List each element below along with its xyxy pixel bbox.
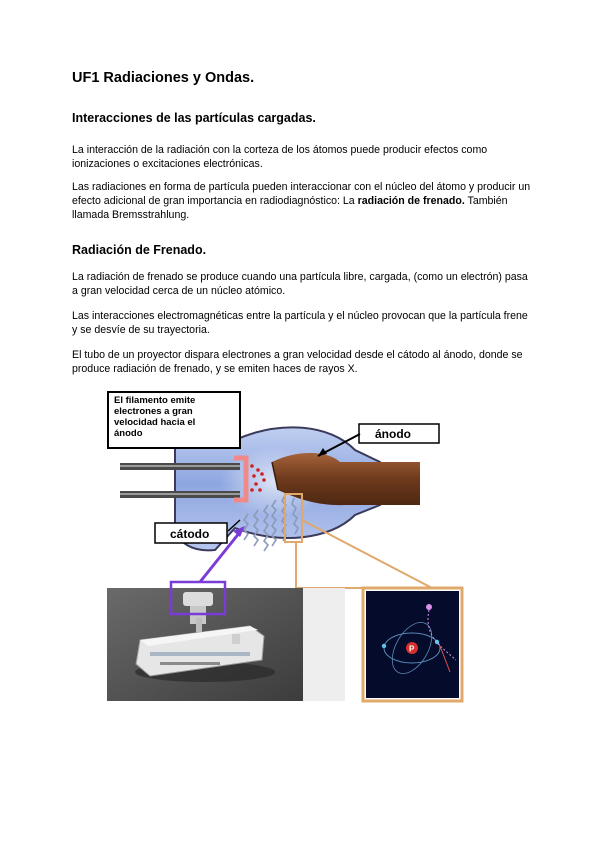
xray-machine-photo bbox=[107, 582, 345, 701]
nucleus-label: P bbox=[409, 644, 415, 654]
anode-label: ánodo bbox=[375, 427, 411, 441]
atom-diagram bbox=[363, 588, 462, 701]
page-title: UF1 Radiaciones y Ondas. bbox=[72, 70, 255, 86]
filament-label-line-2: electrones a gran bbox=[114, 406, 193, 417]
paragraph-frenado-3: El tubo de un proyector dispara electrones a gran velocidad desde el cátodo al ánodo, donde se produce radiación de frenado, y se emiten haces de rayos X. bbox=[72, 349, 523, 375]
filament-label-line-3: velocidad hacia el bbox=[114, 417, 196, 428]
bold-term-radiacion-frenado: radiación de frenado. bbox=[357, 195, 465, 207]
filament-label-line-1: El filamento emite bbox=[114, 395, 196, 406]
orange-connector-right bbox=[302, 520, 432, 588]
paragraph-text: También llamada Bremsstrahlung. bbox=[72, 195, 508, 221]
anode-label-box bbox=[359, 424, 439, 443]
paragraph-text: Las radiaciones en forma de partícula pueden interaccionar con el núcleo del átomo y producir un efecto adicional de gran importancia en radiodiagnóstico: La bbox=[72, 181, 531, 207]
paragraph-frenado-2: Las interacciones electromagnéticas entre la partícula y el núcleo provocan que la partícula frene y se desvíe de su trayectoria. bbox=[72, 310, 528, 336]
cathode-label-box bbox=[155, 523, 227, 543]
filament-label-line-4: ánodo bbox=[114, 428, 143, 439]
section-heading-interacciones: Interacciones de las partículas cargadas. bbox=[72, 111, 316, 125]
incoming-electron bbox=[426, 604, 432, 610]
section-heading-frenado: Radiación de Frenado. bbox=[72, 243, 207, 257]
electron-left bbox=[382, 644, 386, 648]
paragraph-frenado-1: La radiación de frenado se produce cuando una partícula libre, cargada, (como un electrón) pasa a gran velocidad cerca de un núcleo atómico. bbox=[72, 271, 528, 297]
cathode-label: cátodo bbox=[170, 527, 210, 541]
paragraph-interaccion: La interacción de la radiación con la corteza de los átomos puede producir efectos como ionizaciones o excitaciones electrónicas. bbox=[72, 144, 488, 170]
filament-label-box bbox=[108, 392, 240, 448]
